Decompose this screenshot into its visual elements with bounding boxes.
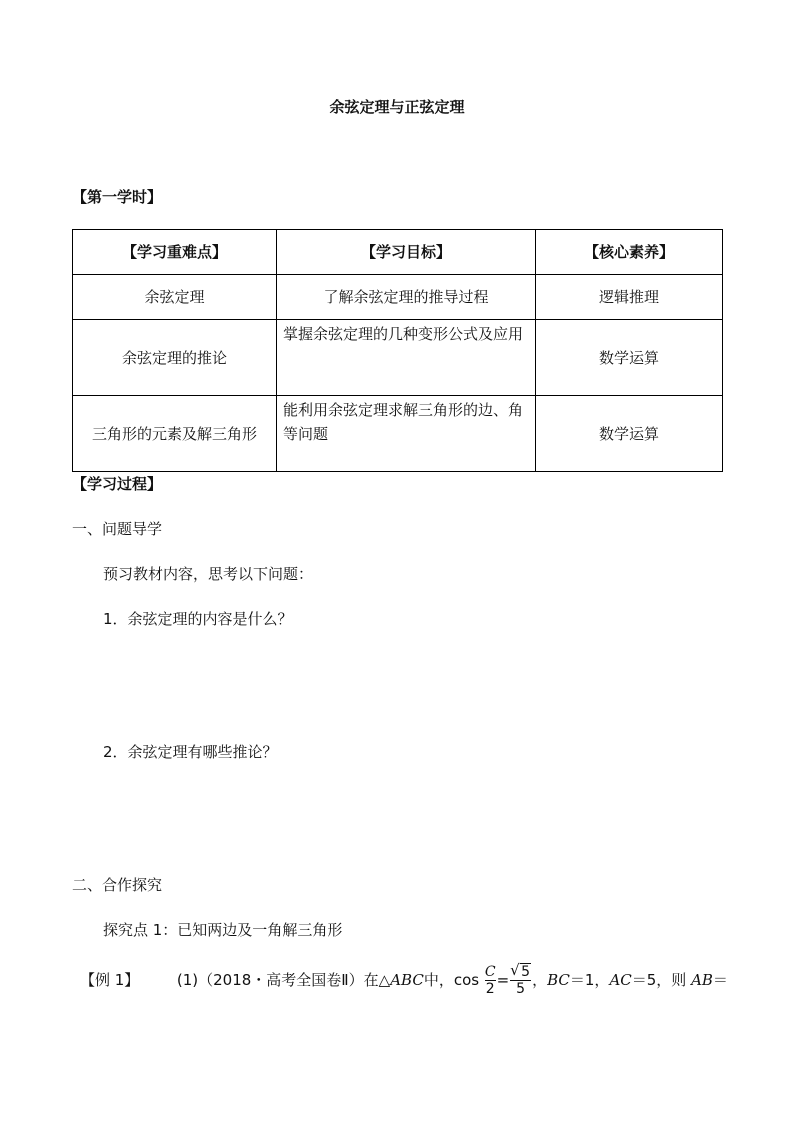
table-row	[73, 275, 723, 320]
example-mid: 中，cos	[423, 971, 480, 989]
table-header: 【学习重难点】	[73, 230, 277, 275]
table-cell: 数学运算	[536, 396, 723, 472]
fraction-denominator: 5	[516, 981, 526, 997]
table-header-row	[73, 230, 723, 275]
question-2: 2．余弦定理有哪些推论？	[103, 743, 278, 761]
section1-heading: 一、问题导学	[72, 520, 163, 538]
table-cell: 了解余弦定理的推导过程	[277, 275, 536, 320]
side-bc: BC	[547, 971, 570, 989]
question-1: 1．余弦定理的内容是什么？	[103, 610, 293, 628]
bc-value: ＝1，	[569, 971, 610, 989]
section1-intro: 预习教材内容，思考以下问题：	[103, 565, 314, 583]
table-cell: 数学运算	[536, 320, 723, 396]
table-cell: 掌握余弦定理的几种变形公式及应用	[277, 320, 536, 396]
table-cell: 余弦定理	[73, 275, 277, 320]
ab-tail: ＝	[712, 971, 728, 989]
equals-sign: =	[496, 971, 510, 989]
example-lead: (1)（2018・高考全国卷Ⅱ）在△	[176, 971, 391, 989]
table-cell: 余弦定理的推论	[73, 320, 277, 396]
fraction-denominator: 2	[485, 981, 495, 997]
fraction-sqrt5-over-5	[510, 961, 531, 997]
triangle-name: ABC	[390, 971, 424, 989]
table-cell: 逻辑推理	[536, 275, 723, 320]
ac-value: ＝5，则	[631, 971, 692, 989]
sqrt-symbol: √ 5	[510, 961, 531, 980]
table-header: 【核心素养】	[536, 230, 723, 275]
page-title: 余弦定理与正弦定理	[329, 98, 465, 116]
lesson-label: 【第一学时】	[72, 188, 163, 206]
process-label: 【学习过程】	[72, 475, 163, 493]
table-cell: 能利用余弦定理求解三角形的边、角等问题	[277, 396, 536, 472]
table-cell: 三角形的元素及解三角形	[73, 396, 277, 472]
table-row	[73, 396, 723, 472]
fraction-numerator: C	[484, 964, 496, 980]
table-header: 【学习目标】	[277, 230, 536, 275]
explore-point-1: 探究点 1：已知两边及一角解三角形	[103, 921, 343, 939]
sqrt-value: 5	[521, 964, 531, 980]
example-1: 【例 1】 (1)（2018・高考全国卷Ⅱ）在△ABC中，cos $\frac{C}{2}$ = √ 5 5 ，BC＝1，AC＝5，则 AB＝	[80, 961, 728, 997]
table-row	[73, 320, 723, 396]
side-ac: AC	[609, 971, 632, 989]
side-ab: AB	[691, 971, 713, 989]
section2-heading: 二、合作探究	[72, 876, 163, 894]
fraction-c-over-2	[485, 964, 496, 997]
example-label: 【例 1】	[80, 971, 140, 989]
goals-table	[72, 229, 723, 472]
